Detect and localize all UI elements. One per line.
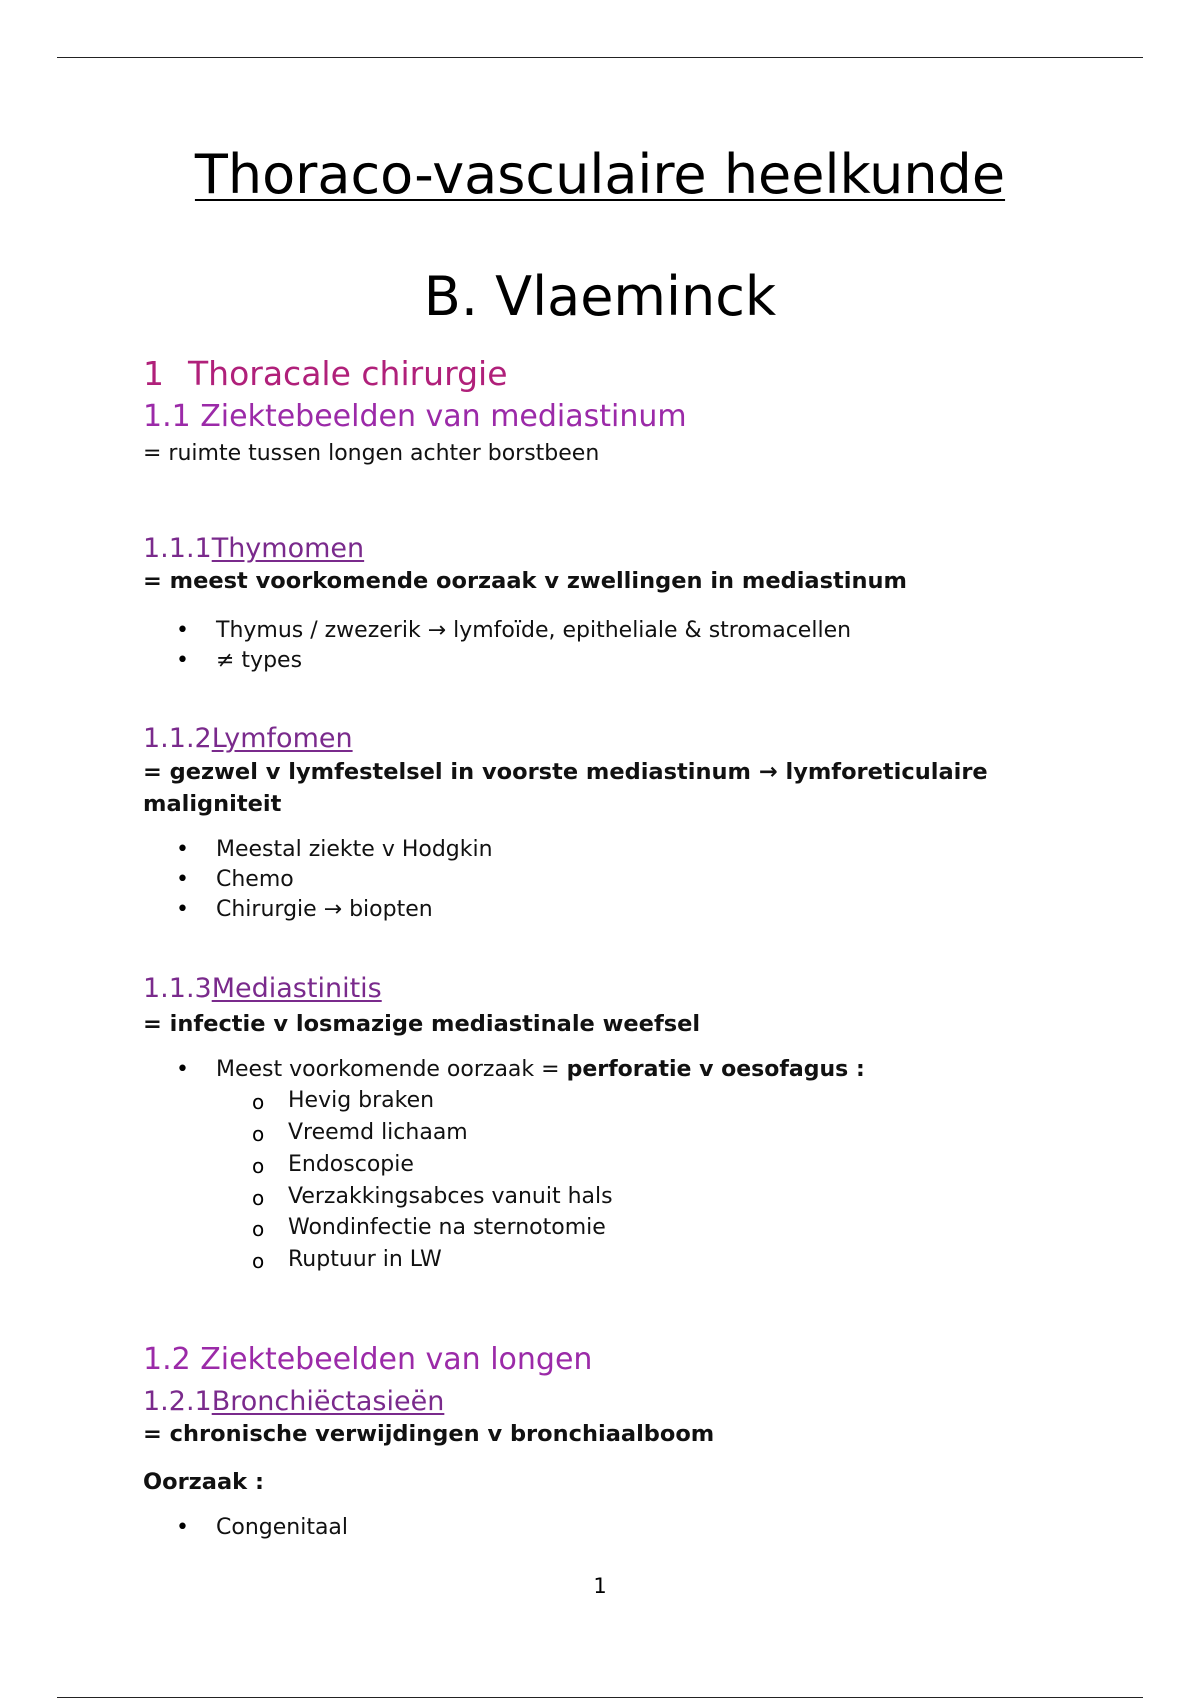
section-definition: = ruimte tussen longen achter borstbeen: [143, 441, 600, 466]
bullet-icon: •: [176, 897, 189, 922]
heading-link[interactable]: Bronchiëctasieën: [211, 1386, 445, 1417]
heading-link[interactable]: Lymfomen: [211, 723, 353, 754]
cause-label: Oorzaak :: [143, 1469, 264, 1495]
subsection-heading-1-1-2: 1.1.2Lymfomen: [143, 723, 353, 754]
subbullet-icon: o: [252, 1249, 265, 1273]
sub-list-item: Ruptuur in LW: [288, 1247, 442, 1272]
bullet-icon: •: [176, 837, 189, 862]
subbullet-icon: o: [252, 1154, 265, 1178]
page-number: 1: [593, 1574, 607, 1598]
sub-list-item: Vreemd lichaam: [288, 1120, 468, 1145]
bullet-icon: •: [176, 1057, 189, 1082]
bullet-icon: •: [176, 867, 189, 892]
list-item: ≠ types: [216, 648, 303, 673]
sub-list-item: Hevig braken: [288, 1088, 435, 1113]
section-heading-1-1: 1.1 Ziektebeelden van mediastinum: [143, 399, 687, 434]
bullet-icon: •: [176, 1515, 189, 1540]
list-item: Chemo: [216, 867, 294, 892]
subsection-definition: = gezwel v lymfestelsel in voorste mediastinum → lymforeticulaire: [143, 759, 988, 785]
bullet-icon: •: [176, 618, 189, 643]
subsection-definition: = meest voorkomende oorzaak v zwellingen in mediastinum: [143, 568, 907, 594]
subsection-heading-1-1-3: 1.1.3Mediastinitis: [143, 973, 382, 1004]
subbullet-icon: o: [252, 1090, 265, 1114]
subsection-definition: = chronische verwijdingen v bronchiaalboom: [143, 1421, 715, 1447]
sub-list-item: Endoscopie: [288, 1152, 414, 1177]
list-item: Congenitaal: [216, 1515, 349, 1540]
subsection-heading-1-2-1: 1.2.1Bronchiëctasieën: [143, 1386, 445, 1417]
sub-list-item: Wondinfectie na sternotomie: [288, 1215, 606, 1240]
list-item: Chirurgie → biopten: [216, 897, 433, 922]
subsection-heading-1-1-1: 1.1.1Thymomen: [143, 533, 365, 564]
list-item: Meest voorkomende oorzaak = perforatie v oesofagus :: [216, 1057, 865, 1082]
heading-link[interactable]: Thymomen: [211, 533, 365, 564]
subsection-definition-cont: maligniteit: [143, 791, 282, 817]
document-author: B. Vlaeminck: [423, 265, 777, 328]
sub-list-item: Verzakkingsabces vanuit hals: [288, 1184, 613, 1209]
footer-rule: [57, 1697, 1143, 1698]
subbullet-icon: o: [252, 1217, 265, 1241]
document-title: Thoraco-vasculaire heelkunde: [194, 143, 1006, 206]
list-item: Thymus / zwezerik → lymfoïde, epitheliale & stromacellen: [216, 618, 852, 643]
heading-link[interactable]: Mediastinitis: [211, 973, 382, 1004]
section-heading-1-2: 1.2 Ziektebeelden van longen: [143, 1342, 593, 1377]
subsection-definition: = infectie v losmazige mediastinale weefsel: [143, 1011, 701, 1037]
subbullet-icon: o: [252, 1186, 265, 1210]
subbullet-icon: o: [252, 1122, 265, 1146]
header-rule: [57, 57, 1143, 58]
bullet-icon: •: [176, 648, 189, 673]
chapter-heading: 1 Thoracale chirurgie: [143, 354, 508, 393]
list-item: Meestal ziekte v Hodgkin: [216, 837, 493, 862]
